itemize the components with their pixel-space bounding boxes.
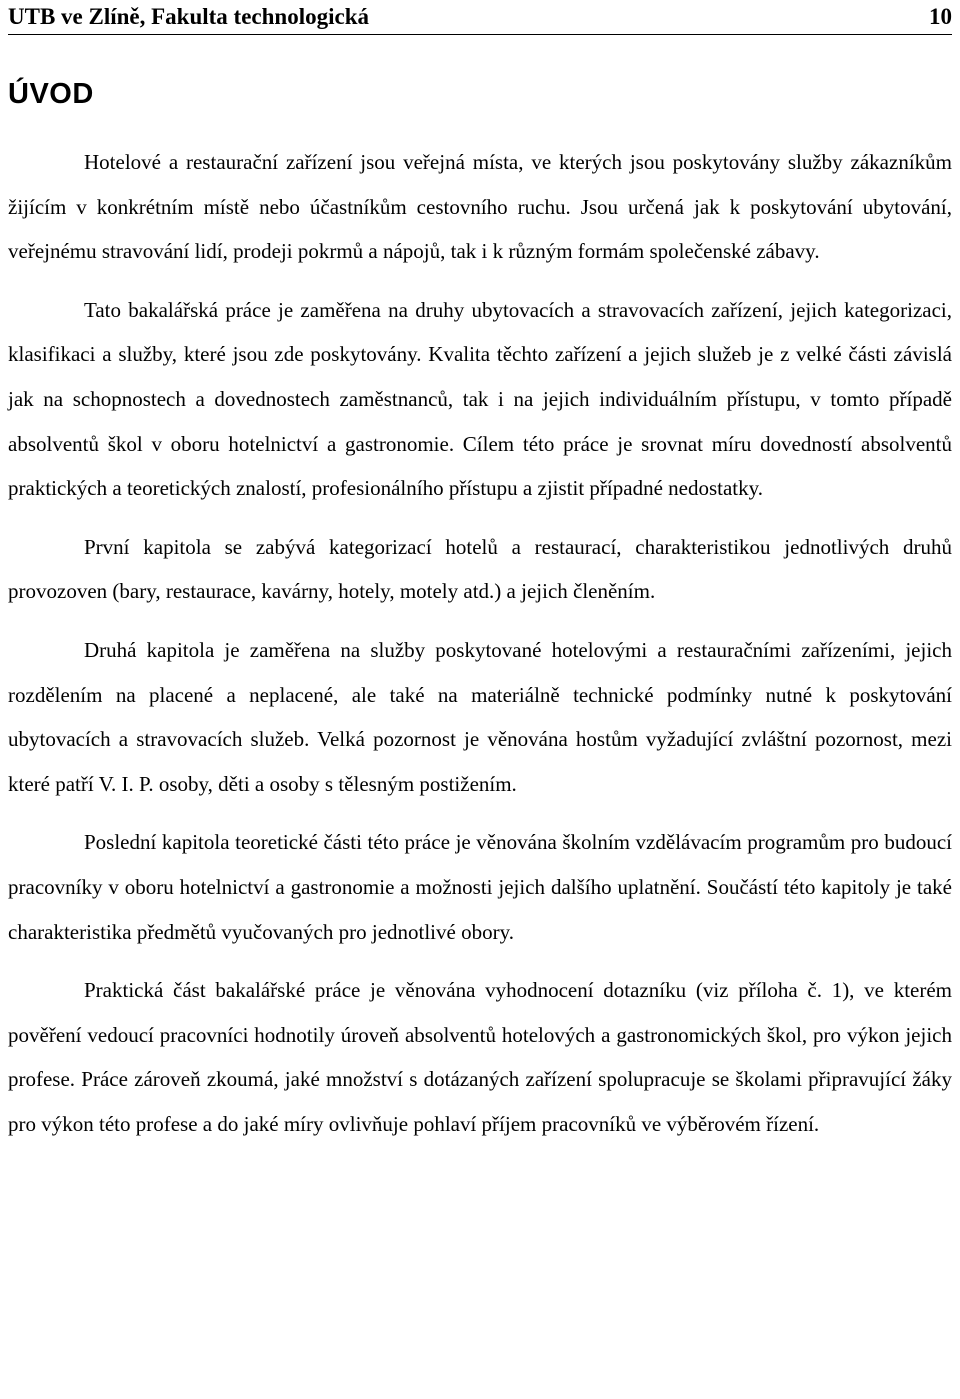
- paragraph-3: První kapitola se zabývá kategorizací hotelů a restaurací, charakteristikou jednotlivých druhů provozoven (bary, restaurace, kavárny, hotely, motely atd.) a jejich členěním.: [8, 534, 952, 604]
- header-page-number: 10: [929, 4, 952, 29]
- body-text: [8, 140, 952, 1160]
- header-institution: UTB ve Zlíně, Fakulta technologická: [8, 4, 369, 29]
- paragraph-2: Tato bakalářská práce je zaměřena na druhy ubytovacích a stravovacích zařízení, jejich kategorizaci, klasifikaci a služby, které jsou zde poskytovány. Kvalita těchto zařízení a jejich služeb je z velké části závislá jak na schopnostech a dovednostech zaměstnanců, tak i na jejich individuálním přístupu, v tomto případě absolventů škol v oboru hotelnictví a gastronomie. Cílem této práce je srovnat míru dovedností absolventů praktických a teoretických znalostí, profesionálního přístupu a zjistit případné nedostatky.: [8, 297, 952, 501]
- running-header: [8, 0, 952, 35]
- paragraph-5: Poslední kapitola teoretické části této práce je věnována školním vzdělávacím programům pro budoucí pracovníky v oboru hotelnictví a gastronomie a možnosti jejich dalšího uplatnění. Součástí této kapitoly je také charakteristika předmětů vyučovaných pro jednotlivé obory.: [8, 830, 952, 944]
- paragraph-1: Hotelové a restaurační zařízení jsou veřejná místa, ve kterých jsou poskytovány služby zákazníkům žijícím v konkrétním místě nebo účastníkům cestovního ruchu. Jsou určená jak k poskytování ubytování, veřejnému stravování lidí, prodeji pokrmů a nápojů, tak i k různým formám společenské zábavy.: [8, 150, 952, 264]
- paragraph-4: Druhá kapitola je zaměřena na služby poskytované hotelovými a restauračními zařízeními, jejich rozdělením na placené a neplacené, ale také na materiálně technické podmínky nutné k poskytování ubytovacích a stravovacích služeb. Velká pozornost je věnována hostům vyžadující zvláštní pozornost, mezi které patří V. I. P. osoby, děti a osoby s tělesným postižením.: [8, 637, 952, 796]
- chapter-title: ÚVOD: [8, 78, 94, 110]
- paragraph-6: Praktická část bakalářské práce je věnována vyhodnocení dotazníku (viz příloha č. 1), ve kterém pověření vedoucí pracovníci hodnotily úroveň absolventů hotelových a gastronomických škol, pro výkon jejich profese. Práce zároveň zkoumá, jaké množství s dotázaných zařízení spolupracuje se školami připravující žáky pro výkon této profese a do jaké míry ovlivňuje pohlaví příjem pracovníků ve výběrovém řízení.: [8, 978, 952, 1136]
